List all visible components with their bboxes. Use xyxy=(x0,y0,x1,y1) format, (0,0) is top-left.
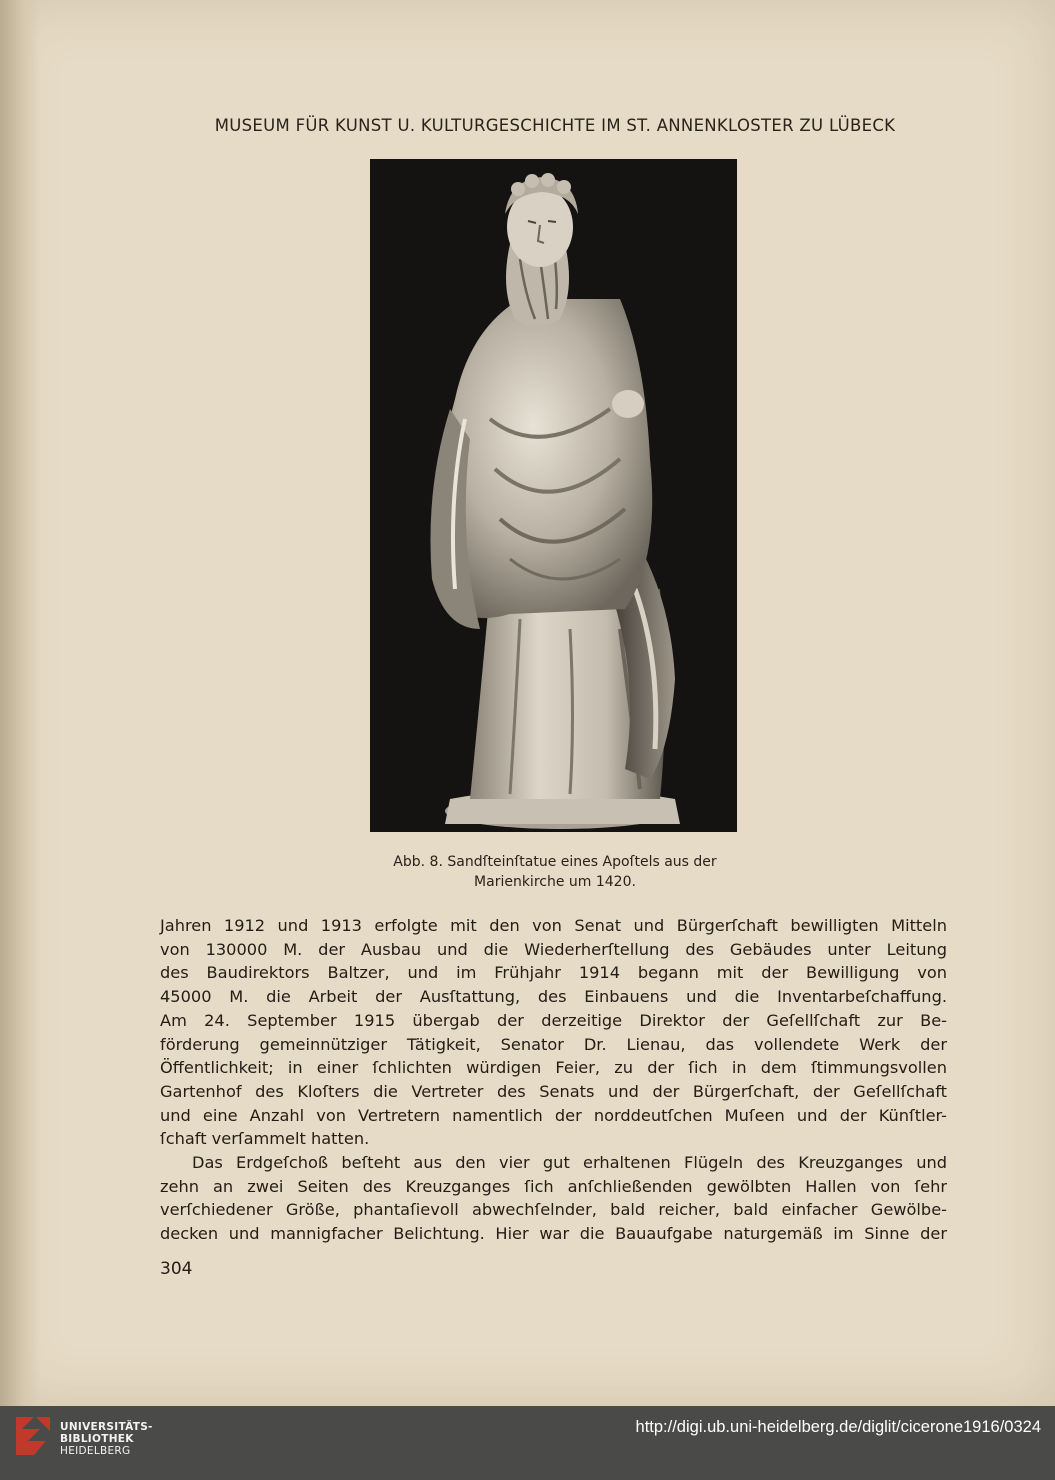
text-line: Das Erdgeſchoß beſteht aus den vier gut erhaltenen Flügeln des Kreuzganges und xyxy=(192,1153,947,1173)
text-line: Jahren 1912 und 1913 erfolgte mit den von Senat und Bürgerſchaft bewilligten Mitteln xyxy=(160,916,947,935)
library-logo xyxy=(60,1421,153,1457)
text-line: verſchiedener Größe, phantaſievoll abwechſelnder, bald reicher, bald einfacher Gewölbe- xyxy=(160,1200,947,1220)
text-line: und eine Anzahl von Vertretern namentlich der norddeutſchen Muſeen und der Künſtler- xyxy=(160,1105,947,1125)
text-line: Am 24. September 1915 übergab der derzeitige Direktor der Geſellſchaft zur Be- xyxy=(160,1010,947,1030)
caption-line-2: Marienkirche um 1420. xyxy=(474,874,636,890)
logo-line-1: UNIVERSITÄTS- xyxy=(60,1421,153,1433)
apostle-statue-image xyxy=(370,159,737,832)
text-line: Gartenhof des Kloſters die Vertreter des Senats und der Bürgerſchaft, der Geſellſchaft xyxy=(160,1081,947,1101)
text-line: decken und mannigfacher Belichtung. Hier war die Bauaufgabe naturgemäß im Sinne der xyxy=(160,1224,947,1244)
text-line: Öffentlichkeit; in einer ſchlichten würdigen Feier, zu der ſich in dem ſtimmungsvollen xyxy=(160,1058,947,1078)
running-header: MUSEUM FÜR KUNST U. KULTURGESCHICHTE IM ST. ANNENKLOSTER ZU LÜBECK xyxy=(214,116,896,135)
caption-line-1: Abb. 8. Sandſteinſtatue eines Apoſtels aus der xyxy=(393,854,717,870)
library-logo-icon xyxy=(14,1415,52,1457)
text-line: des Baudirektors Baltzer, und im Frühjahr 1914 begann mit der Bewilligung von xyxy=(160,963,947,983)
body-text xyxy=(160,914,947,1246)
text-line: zehn an zwei Seiten des Kreuzganges ſich anſchließenden gewölbten Hallen von ſehr xyxy=(160,1176,947,1196)
paragraph-1 xyxy=(160,914,947,1151)
figure-caption xyxy=(250,852,860,892)
text-line: förderung gemeinnütziger Tätigkeit, Senator Dr. Lienau, das vollendete Werk der xyxy=(160,1034,947,1054)
permalink-url[interactable]: http://digi.ub.uni-heidelberg.de/diglit/cicerone1916/0324 xyxy=(635,1418,1041,1436)
statue-photograph xyxy=(370,159,737,832)
page-number: 304 xyxy=(160,1259,193,1279)
logo-line-3: HEIDELBERG xyxy=(60,1445,131,1457)
text-line: 45000 M. die Arbeit der Ausſtattung, des Einbauens und die Inventarbeſchaffung. xyxy=(160,987,947,1007)
text-line: von 130000 M. der Ausbau und die Wiederherſtellung des Gebäudes unter Leitung xyxy=(160,939,947,959)
paragraph-2 xyxy=(160,1151,947,1246)
text-line: ſchaft verſammelt hatten. xyxy=(160,1129,370,1149)
book-gutter xyxy=(0,0,40,1406)
logo-line-2: BIBLIOTHEK xyxy=(60,1433,134,1445)
